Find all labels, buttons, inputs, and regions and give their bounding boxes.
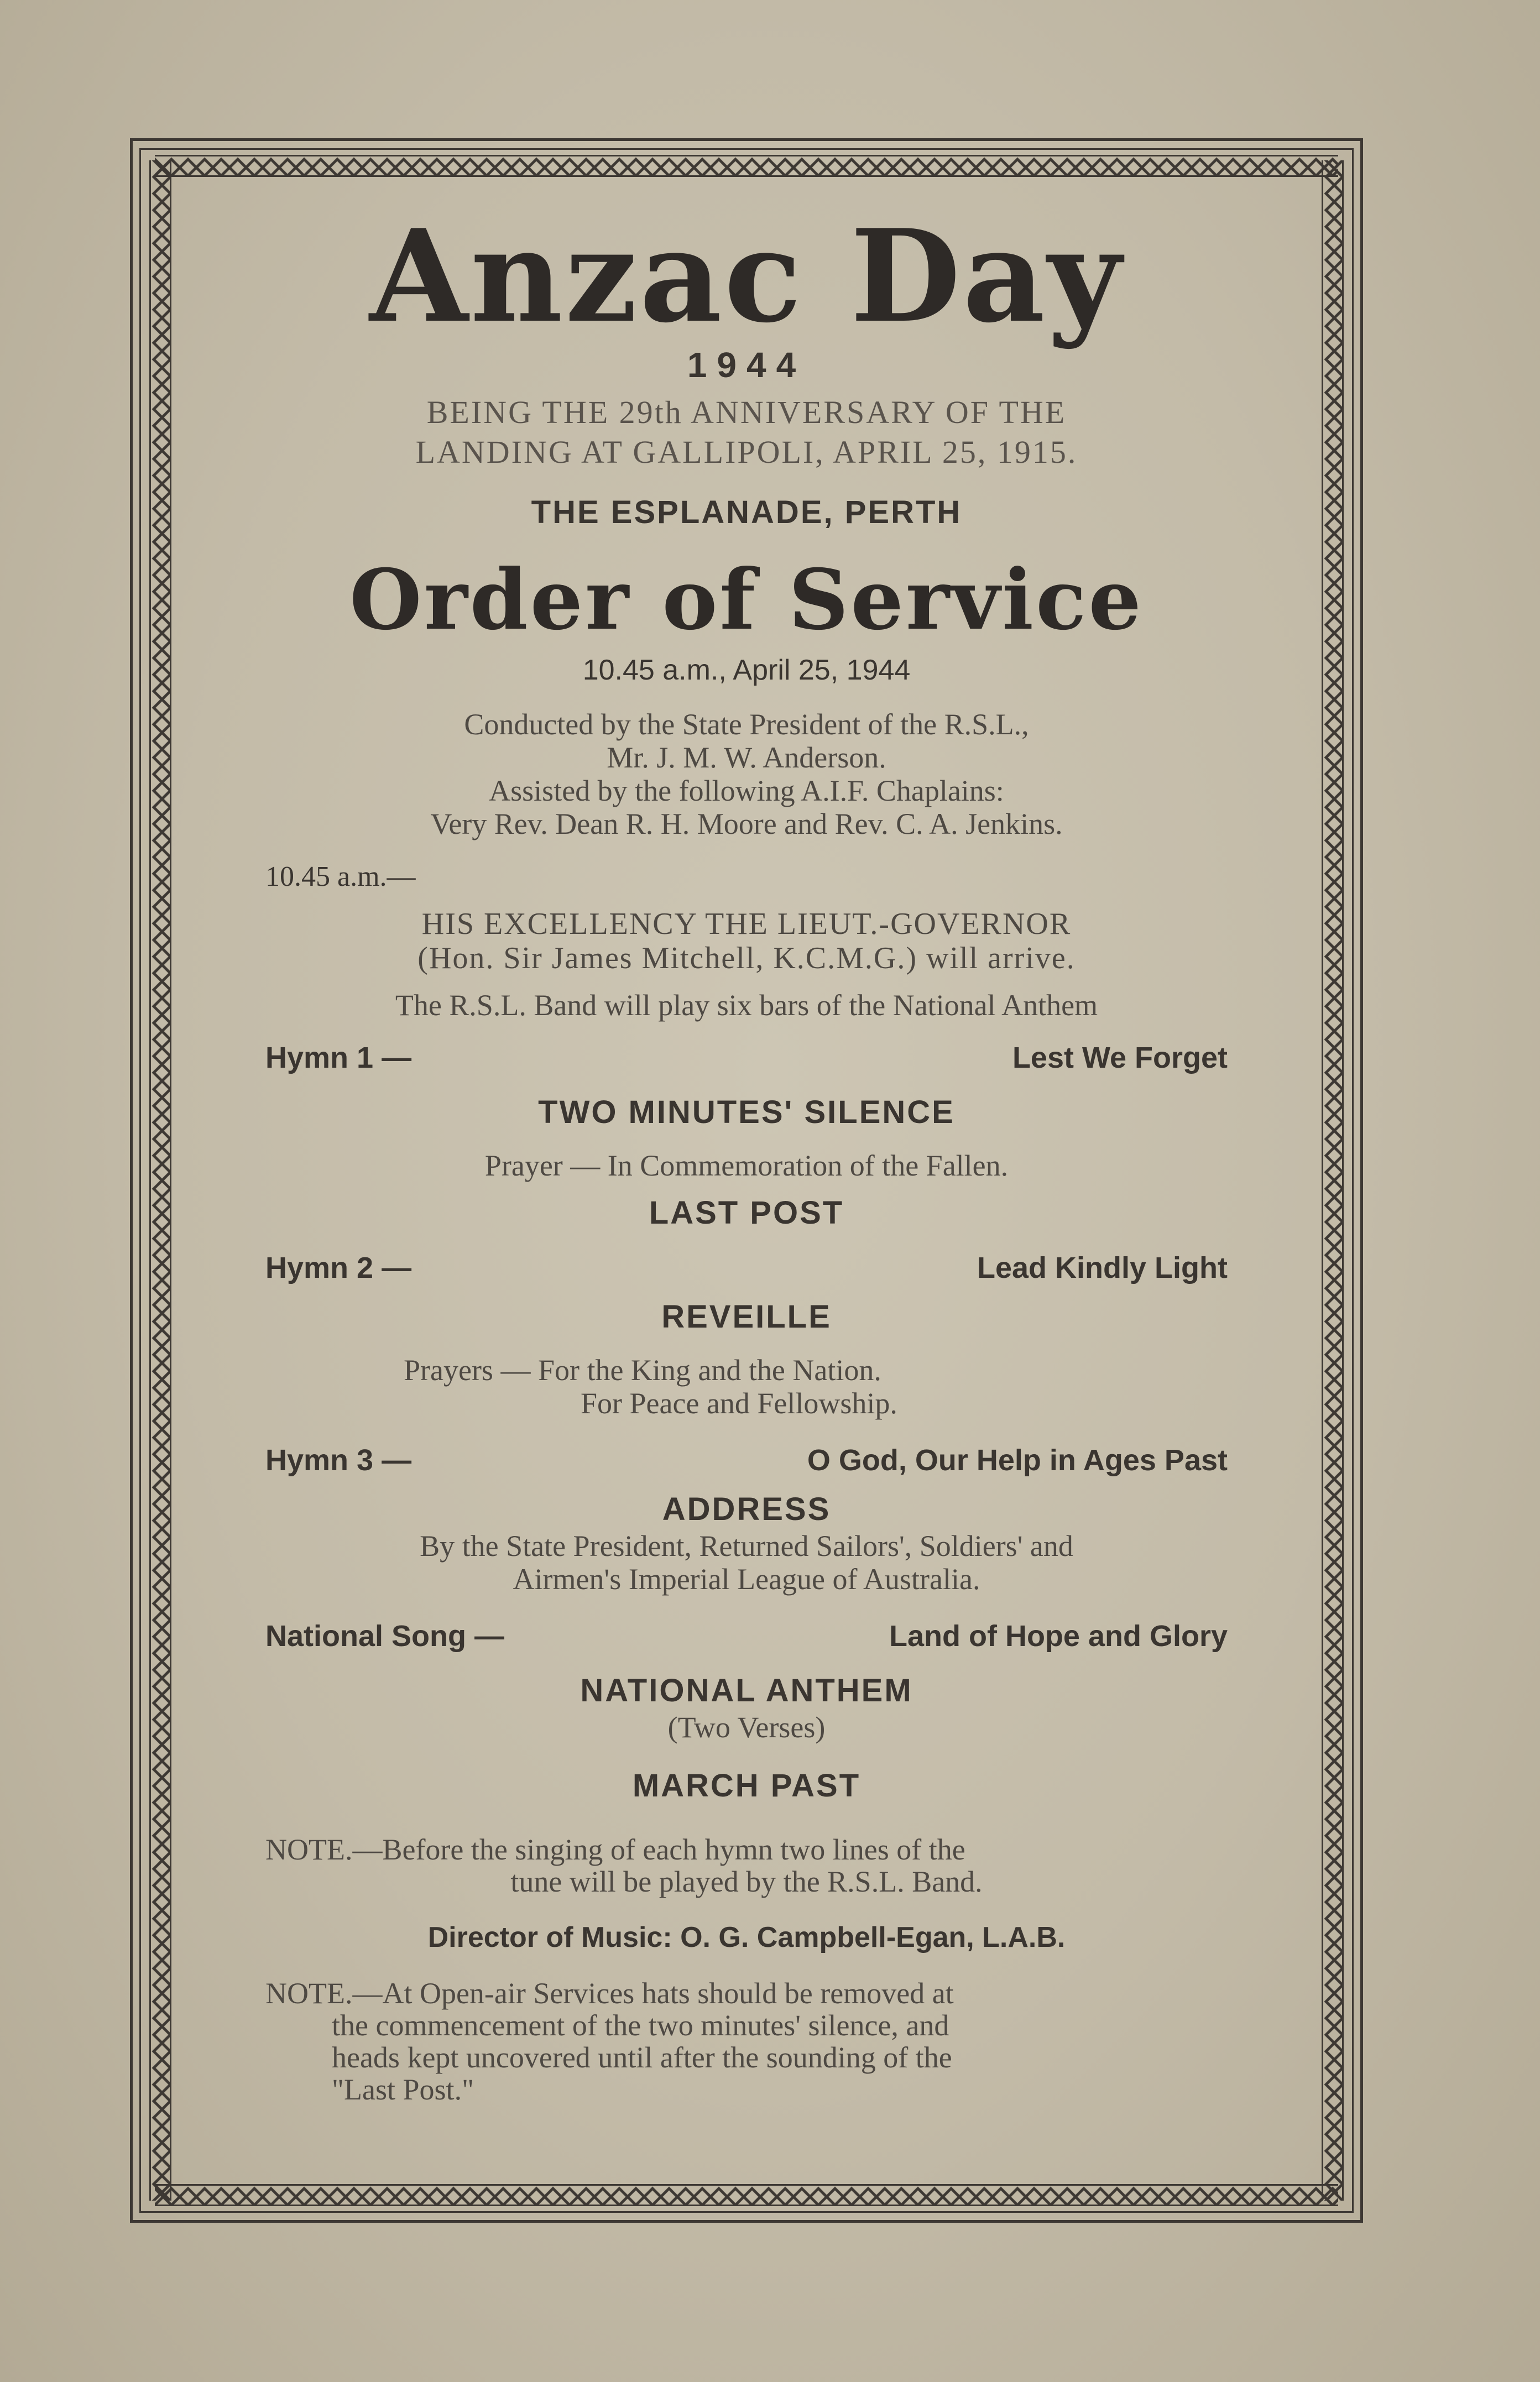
note-line: tune will be played by the R.S.L. Band. — [510, 1865, 983, 1898]
hymn-2-title: Lead Kindly Light — [977, 1251, 1228, 1284]
note-line: NOTE.—Before the singing of each hymn two lines of the — [265, 1833, 965, 1866]
subtitle — [265, 393, 1228, 472]
march-past: MARCH PAST — [632, 1768, 861, 1804]
arrival-time: 10.45 a.m.— — [265, 861, 416, 892]
anthem-verses: (Two Verses) — [667, 1711, 826, 1744]
hymn-2-label: Hymn 2 — — [265, 1251, 412, 1284]
address-text — [265, 1529, 1228, 1596]
hymn-3-row — [265, 1442, 1228, 1479]
note-line: heads kept uncovered until after the sounding of the — [332, 2041, 952, 2074]
prayer-fallen: Prayer — In Commemoration of the Fallen. — [484, 1149, 1009, 1182]
two-minutes-silence: TWO MINUTES' SILENCE — [538, 1094, 955, 1130]
note-line: "Last Post." — [332, 2073, 474, 2106]
venue: THE ESPLANADE, PERTH — [531, 494, 962, 530]
governor-line: (Hon. Sir James Mitchell, K.C.M.G.) will arrive. — [417, 941, 1076, 975]
hymn-2-row — [265, 1250, 1228, 1286]
last-post: LAST POST — [649, 1195, 844, 1231]
left-ornament-band — [149, 160, 171, 2201]
conducted-line: Very Rev. Dean R. H. Moore and Rev. C. A. Jenkins. — [430, 807, 1063, 840]
conducted-line: Assisted by the following A.I.F. Chaplains: — [489, 774, 1004, 807]
reveille: REVEILLE — [661, 1299, 832, 1335]
top-ornament-band — [155, 155, 1338, 177]
bottom-ornament-band — [155, 2184, 1338, 2206]
hymn-3-label: Hymn 3 — — [265, 1444, 412, 1477]
hymn-3-title: O God, Our Help in Ages Past — [807, 1444, 1228, 1477]
subtitle-line: LANDING AT GALLIPOLI, APRIL 25, 1915. — [415, 434, 1078, 470]
note-line: the commencement of the two minutes' silence, and — [332, 2009, 949, 2042]
national-song-title: Land of Hope and Glory — [889, 1620, 1228, 1653]
address-heading: ADDRESS — [662, 1491, 831, 1527]
prayers-line: Prayers — For the King and the Nation. — [404, 1354, 881, 1387]
subtitle-line: BEING THE 29th ANNIVERSARY OF THE — [426, 394, 1067, 430]
national-anthem: NATIONAL ANTHEM — [580, 1673, 913, 1709]
service-time: 10.45 a.m., April 25, 1944 — [582, 654, 911, 686]
national-song-row — [265, 1618, 1228, 1654]
governor-arrival — [265, 907, 1228, 975]
hymn-1-row — [265, 1039, 1228, 1076]
conducted-by — [265, 708, 1228, 840]
band-anthem-note: The R.S.L. Band will play six bars of the National Anthem — [395, 989, 1098, 1022]
conducted-line: Mr. J. M. W. Anderson. — [607, 741, 886, 774]
note-hymns — [265, 1833, 1228, 1898]
hymn-1-title: Lest We Forget — [1012, 1041, 1228, 1074]
programme-year: 1944 — [687, 345, 806, 385]
prayers — [265, 1354, 1228, 1420]
address-line: Airmen's Imperial League of Australia. — [513, 1563, 980, 1596]
hymn-1-label: Hymn 1 — — [265, 1041, 412, 1074]
programme-title: Anzac Day — [369, 202, 1124, 351]
conducted-line: Conducted by the State President of the R.S.L., — [464, 708, 1029, 741]
national-song-label: National Song — — [265, 1620, 504, 1653]
right-ornament-band — [1322, 160, 1344, 2201]
director-of-music: Director of Music: O. G. Campbell-Egan, L.A.B. — [427, 1921, 1066, 1953]
note-line: NOTE.—At Open-air Services hats should be removed at — [265, 1977, 954, 2010]
prayers-line: For Peace and Fellowship. — [581, 1387, 897, 1420]
governor-line: HIS EXCELLENCY THE LIEUT.-GOVERNOR — [421, 907, 1072, 941]
programme-content — [265, 199, 1228, 2106]
note-hats — [265, 1977, 1228, 2106]
order-of-service-title: Order of Service — [349, 551, 1144, 649]
address-line: By the State President, Returned Sailors', Soldiers' and — [420, 1529, 1073, 1563]
